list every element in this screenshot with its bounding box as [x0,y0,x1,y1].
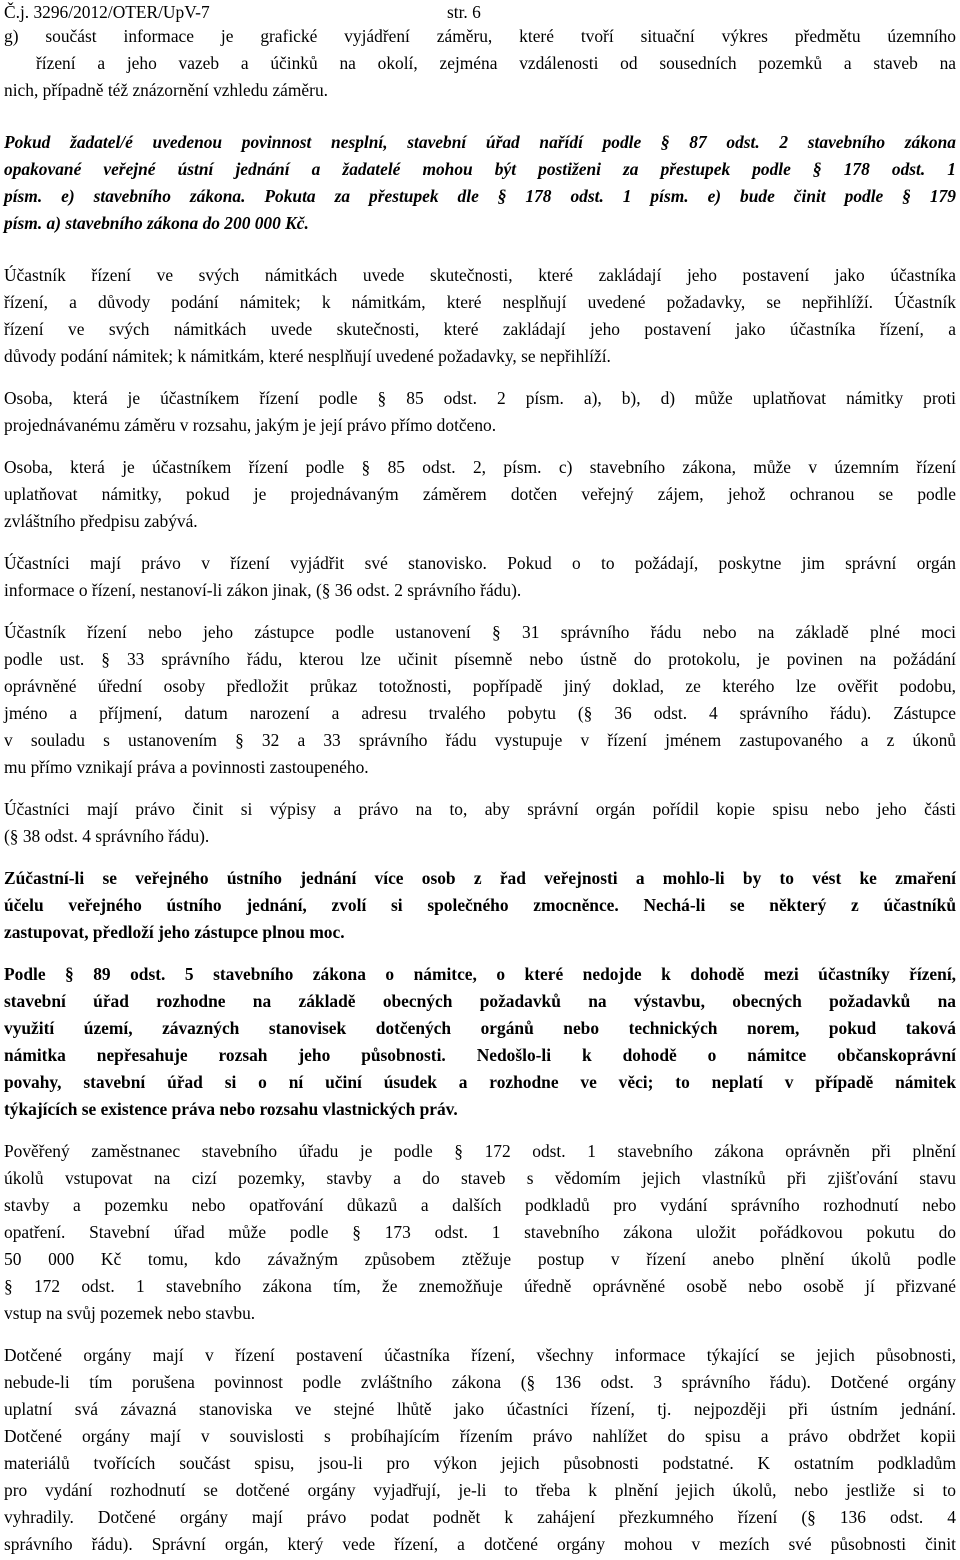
text-line: nebude-li tím porušena povinnost podle zvláštního zákona (§ 136 odst. 3 správního řádu). Dotčené orgány [4,1372,956,1392]
text-line: řízení, a důvody podání námitek; k námitkám, které nesplňují uvedené požadavky, se nepřihlíží. Účastník [4,292,956,312]
text-line: úkolů vstupovat na cizí pozemky, stavby a do staveb s vědomím jejich vlastníků při zjišťování stavu [4,1168,956,1188]
text-line: Osoba, která je účastníkem řízení podle § 85 odst. 2 písm. a), b), d) může uplatňovat námitky proti [4,388,956,408]
text-line: jméno a příjmení, datum narození a adresu trvalého pobytu (§ 36 odst. 4 správního řádu). Zástupce [4,703,956,723]
text-line: Účastníci mají právo v řízení vyjádřit své stanovisko. Pokud o to požádají, poskytne jim správní orgán [4,553,956,573]
page-header-reference: Č.j. 3296/2012/OTER/UpV-7 [4,2,210,22]
text-line: povahy, stavební úřad si o ní učiní úsudek a rozhodne ve věci; to neplatí v případě námitek [4,1072,956,1092]
text-line: Účastník řízení ve svých námitkách uvede skutečnosti, které zakládají jeho postavení jako účastníka [4,265,956,285]
text-line: řízení ve svých námitkách uvede skutečnosti, které zakládají jeho postavení jako účastníka řízení, a [4,319,956,339]
text-line: písm. e) stavebního zákona. Pokuta za přestupek dle § 178 odst. 1 písm. e) bude činit podle § 179 [4,186,956,206]
text-line: mu přímo vznikají práva a povinnosti zastoupeného. [4,757,369,777]
text-line: materiálů tvořících součást spisu, jsou-li pro výkon jejich působnosti podstatné. K ostatním podkladům [4,1453,956,1473]
text-line: Zúčastní-li se veřejného ústního jednání více osob z řad veřejnosti a mohlo-li by to vést ke zmaření [4,868,956,888]
text-line: Pokud žadatel/é uvedenou povinnost nesplní, stavební úřad nařídí podle § 87 odst. 2 stavebního zákona [4,132,956,152]
text-line: uplatní svá závazná stanoviska ve stejné lhůtě jako účastníci řízení, tj. nejpozději při ústním jednání. [4,1399,956,1419]
text-line: pro vydání rozhodnutí se dotčené orgány vyjadřují, je-li to třeba k plnění jejich úkolů, nebo jestliže si to [4,1480,956,1500]
text-line: důvody podání námitek; k námitkám, které nesplňují uvedené požadavky, se nepřihlíží. [4,346,611,366]
text-line: vstup na svůj pozemek nebo stavbu. [4,1303,256,1323]
text-line: g) součást informace je grafické vyjádření záměru, které tvoří situační výkres předmětu územního [4,26,956,46]
text-line: písm. a) stavebního zákona do 200 000 Kč. [4,213,309,233]
text-line: § 172 odst. 1 stavebního zákona tím, že znemožňuje úředně oprávněné osobě nebo osobě jí přizvané [4,1276,956,1296]
text-line: správního řádu). Správní orgán, který vede řízení, a dotčené orgány mohou v mezích své působnosti činit [4,1534,956,1554]
text-line: opakované veřejné ústní jednání a žadatelé mohou být postiženi za přestupek podle § 178 odst. 1 [4,159,956,179]
text-line: Dotčené orgány mají v řízení postavení účastníka řízení, všechny informace týkající se jejich působnosti, [4,1345,956,1365]
text-line: stavby a pozemku nebo opatřování důkazů a dalších podkladů pro vydání správního rozhodnutí nebo [4,1195,956,1215]
text-line: stavební úřad rozhodne na základě obecných požadavků na výstavbu, obecných požadavků na [4,991,956,1011]
text-line: Účastníci mají právo činit si výpisy a právo na to, aby správní orgán pořídil kopie spisu nebo jeho části [4,799,956,819]
text-line: oprávněné úřední osoby předložit průkaz totožnosti, popřípadě jiný doklad, ze kterého lze ověřit podobu, [4,676,956,696]
text-line: 50 000 Kč tomu, kdo závažným způsobem ztěžuje postup v řízení anebo plnění úkolů podle [4,1249,956,1269]
text-line: vyhradily. Dotčené orgány mají právo podat podnět k zahájení přezkumného řízení (§ 136 odst. 4 [4,1507,956,1527]
text-line: týkajících se existence práva nebo rozsahu vlastnických práv. [4,1099,458,1119]
text-line: námitka nepřesahuje rozsah jeho působnosti. Nedošlo-li k dohodě o námitce občanskoprávní [4,1045,956,1065]
text-line: Dotčené orgány mají v souvislosti s probíhajícím řízením právo nahlížet do spisu a právo obdržet kopii [4,1426,956,1446]
text-line: opatření. Stavební úřad může podle § 173 odst. 1 stavebního zákona uložit pořádkovou pokutu do [4,1222,956,1242]
text-line: nich, případně též znázornění vzhledu záměru. [4,80,328,100]
text-line: Podle § 89 odst. 5 stavebního zákona o námitce, o které nedojde k dohodě mezi účastníky řízení, [4,964,956,984]
text-line: Pověřený zaměstnanec stavebního úřadu je podle § 172 odst. 1 stavebního zákona oprávněn při plnění [4,1141,956,1161]
text-line: Účastník řízení nebo jeho zástupce podle ustanovení § 31 správního řádu nebo na základě plné moci [4,622,956,642]
text-line: zastupovat, předloží jeho zástupce plnou moc. [4,922,345,942]
page-number: str. 6 [447,2,481,22]
text-line: účelu veřejného ústního jednání, zvolí si společného zmocněnce. Nechá-li se některý z účastníků [4,895,956,915]
text-line: informace o řízení, nestanoví-li zákon jinak, (§ 36 odst. 2 správního řádu). [4,580,522,600]
text-line: uplatňovat námitky, pokud je projednávaným záměrem dotčen veřejný zájem, jehož ochranou se podle [4,484,956,504]
text-line: řízení a jeho vazeb a účinků na okolí, zejména vzdálenosti od sousedních pozemků a staveb na [36,53,956,73]
text-line: podle ust. § 33 správního řádu, kterou lze učinit písemně nebo ústně do protokolu, je povinen na požádání [4,649,956,669]
text-line: projednávanému záměru v rozsahu, jakým je její právo přímo dotčeno. [4,415,497,435]
text-line: (§ 38 odst. 4 správního řádu). [4,826,210,846]
text-line: Osoba, která je účastníkem řízení podle § 85 odst. 2, písm. c) stavebního zákona, může v územním řízení [4,457,956,477]
text-line: v souladu s ustanovením § 32 a 33 správního řádu vystupuje v řízení jménem zastupovaného a z úkonů [4,730,956,750]
text-line: využití území, závazných stanovisek dotčených orgánů nebo technických norem, pokud taková [4,1018,956,1038]
text-line: zvláštního předpisu zabývá. [4,511,198,531]
